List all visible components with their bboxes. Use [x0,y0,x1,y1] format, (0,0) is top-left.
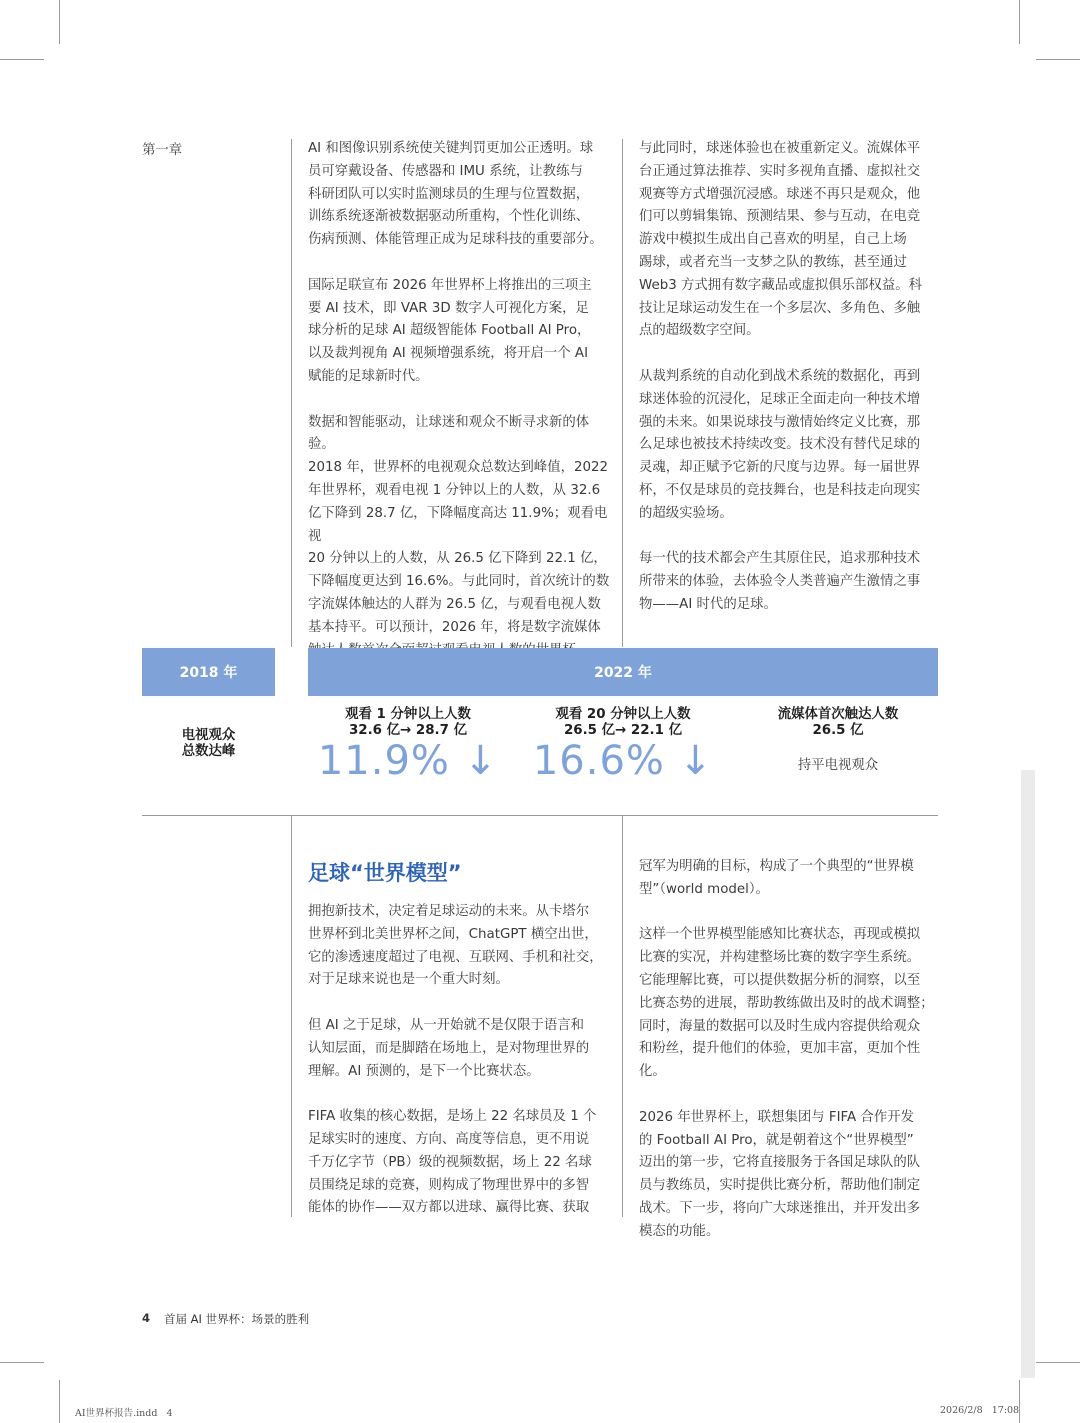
section-title: 足球“世界模型” [308,861,462,885]
stat-streaming-note: 持平电视观众 [797,758,879,773]
bottom-column-2: 冠军为明确的目标，构成了一个典型的“世界模 型”（world model）。 这样一个世界模型能感知比赛状态，再现或模拟 比赛的实况，并构建整场比赛的数字孪生系统。 它能理解比赛，可以提供数据分析的洞察，以至 比赛态势的进展，帮助教练做出及时的战术调整； 同时，海量的数据可以及时生成内容提供给观众 和粉丝，提升他们的体验，更加丰富，更加个性化。 2026 年世界杯上，联想集团与 FIFA 合作开发 的 Football AI Pro，就是朝着这个“世界模型” 迈出的第一步，它将直接服务于各国足球队的队 员与教练员，实时提供比赛分析，帮助他们制定 战术。下一步，将向广大球迷推出，并开发出多 模态的功能。 [639,859,934,1239]
crop-mark [1019,0,1020,44]
stat-20min-range: 26.5 亿→ 22.1 亿 [563,723,683,738]
section-rule [142,815,938,816]
top-column-1: AI 和图像识别系统使关键判罚更加公正透明。球 员可穿戴设备、传感器和 IMU 系统，让教练与 科研团队可以实时监测球员的生理与位置数据， 训练系统逐渐被数据驱动所重构，个性化训练、 伤病预测、体能管理正成为足球科技的重要部分。 国际足联宣布 2026 年世界杯上将推出的三项主 要 AI 技术，即 VAR 3D 数字人可视化方案，足 球分析的足球 AI 超级智能体 Football AI Pro， 以及裁判视角 AI 视频增强系统，将开启一个 AI 赋能的足球新时代。 数据和智能驱动，让球迷和观众不断寻求新的体验。 2018 年，世界杯的电视观众总数达到峰值，2022 年世界杯，观看电视 1 分钟以上的人数，从 32.6 亿下降到 28.7 亿，下降幅度高达 11.9%；观看电视 20 分钟以上的人数，从 26.5 亿下降到 22.1 亿， 下降幅度更达到 16.6%。与此同时，首次统计的数 字流媒体触达的人群为 26.5 亿，与观看电视人数 基本持平。可以预计，2026 年，将是数字流媒体 [308,141,610,635]
crop-mark [0,1362,44,1363]
margin-strip [1021,770,1035,1378]
column-divider [291,139,292,647]
stat-20min-title: 观看 20 分钟以上人数 [555,707,691,722]
slug-datetime: 2026/2/8 17:08 [940,1405,1020,1416]
page-number: 4 [142,1311,151,1325]
top-column-2: 与此同时，球迷体验也在被重新定义。流媒体平 台正通过算法推荐、实时多视角直播、虚拟社交 观赛等方式增强沉浸感。球迷不再只是观众，他 们可以剪辑集锦、预测结果、参与互动，在电竞 游戏中模拟生成出自己喜欢的明星，自己上场 踢球，或者充当一支梦之队的教练，甚至通过 Web3 方式拥有数字藏品或虚拟俱乐部权益。科 技让足球运动发生在一个多层次、多角色、多触 点的超级数字空间。 从裁判系统的自动化到战术系统的数据化，再到 球迷体验的沉浸化，足球正全面走向一种技术增 强的未来。如果说球技与激情始终定义比赛，那 么足球也被技术持续改变。技术没有替代足球的 灵魂，却正赋予它新的尺度与边界。每一届世界 杯，不仅是球员的竞技舞台，也是科技走向现实 的超级实验场。 每一代的技术都会产生其原住民，追求那种技术 所带来的体验，去体验令人类普遍产生激情之事 物——AI 时代的足球。 [639,141,922,612]
running-title: 首届 AI 世界杯：场景的胜利 [164,1312,310,1326]
stat-1min-decline: 11.9% ↓ [317,738,499,784]
tv-audience-label-line1: 电视观众 [181,728,236,743]
slug-filename: AI世界杯报告.indd 4 [75,1408,173,1419]
year-2022-band: 2022 年 [308,648,938,696]
chapter-label: 第一章 [142,143,183,158]
crop-mark [1036,1362,1080,1363]
stat-20min-decline: 16.6% ↓ [532,738,714,784]
tv-audience-label [142,728,275,760]
stat-20min [518,707,728,783]
stat-streaming-value: 26.5 亿 [812,723,864,738]
year-2018-band: 2018 年 [142,648,275,696]
stat-1min [308,707,508,783]
column-divider [291,815,292,1217]
column-divider [622,139,623,647]
crop-mark [1019,1380,1020,1423]
crop-mark [0,59,44,60]
tv-audience-label-line2: 总数达峰 [181,744,236,759]
bottom-column-1: 拥抱新技术，决定着足球运动的未来。从卡塔尔 世界杯到北美世界杯之间，ChatGPT 横空出世， 它的渗透速度超过了电视、互联网、手机和社交， 对于足球来说也是一个重大时刻。 但 AI 之于足球，从一开始就不是仅限于语言和 认知层面，而是脚踏在场地上，是对物理世界的 理解。AI 预测的，是下一个比赛状态。 FIFA 收集的核心数据，是场上 22 名球员及 1 个 足球实时的速度、方向、高度等信息，更不用说 千万亿字节（PB）级的视频数据，场上 22 名球 员围绕足球的竞赛，则构成了物理世界中的多智 能体的协作——双方都以进球、赢得比赛、获取 [308,904,603,1216]
stat-1min-range: 32.6 亿→ 28.7 亿 [348,723,468,738]
crop-mark [59,0,60,44]
crop-mark [1036,59,1080,60]
stat-streaming-title: 流媒体首次触达人数 [777,707,899,722]
stat-streaming [738,707,938,773]
crop-mark [59,1380,60,1423]
stat-1min-title: 观看 1 分钟以上人数 [345,707,471,722]
column-divider [622,815,623,1217]
